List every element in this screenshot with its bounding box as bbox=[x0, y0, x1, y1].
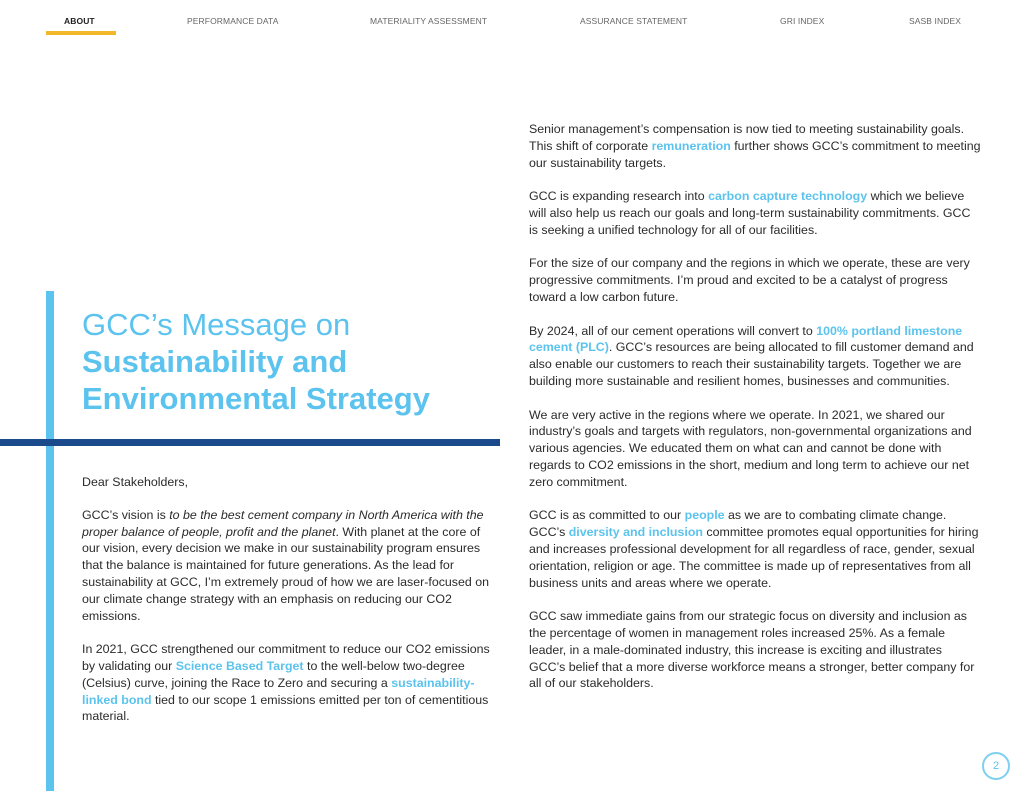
carbon-capture-paragraph: GCC is expanding research into carbon capture technology which we believe will also help us reach our goals and long-term sustainability commitments. GCC is seeking a unified technology for all of our facilities. bbox=[529, 189, 971, 237]
diversity-gains-paragraph: GCC saw immediate gains from our strategic focus on diversity and inclusion as the percentage of women in management roles increased 25%. As a female leader, in a male-dominated industry, this increase is exciting and illustrates GCC’s belief that a more diverse workforce means a stronger, better company for all of our stakeholders. bbox=[529, 609, 975, 691]
active-tab-indicator bbox=[46, 31, 116, 35]
page-title bbox=[82, 306, 430, 417]
people-paragraph: GCC is as committed to our people as we are to combating climate change. GCC’s diversity and inclusion committee promotes equal opportunities for hiring and increases professional development for all regardless of race, gender, sexual orientation, religion or age. The committee is made up of representatives from all business units and areas where we operate. bbox=[529, 508, 979, 590]
horizontal-divider-bar bbox=[0, 439, 500, 446]
title-line-3: Environmental Strategy bbox=[82, 381, 430, 416]
people-link[interactable]: people bbox=[684, 508, 725, 523]
top-navigation bbox=[0, 0, 1024, 36]
sustainability-linked-bond-link[interactable]: sustainability-linked bond bbox=[82, 675, 475, 707]
nav-about[interactable]: ABOUT bbox=[64, 16, 95, 26]
diversity-inclusion-link[interactable]: diversity and inclusion bbox=[568, 525, 703, 540]
left-column bbox=[82, 474, 494, 742]
nav-materiality-assessment[interactable]: MATERIALITY ASSESSMENT bbox=[370, 16, 488, 26]
regions-paragraph: We are very active in the regions where we operate. In 2021, we shared our industry’s goals and targets with regulators, non-governmental organizations and various agencies. We educated them on what can and cannot be done with regards to CO2 emissions in the short, medium and long term to achieve our net zero commitment. bbox=[529, 407, 972, 489]
vision-statement: to be the best cement company in North America with the proper balance of people, profit and the planet bbox=[82, 507, 484, 539]
progressive-commitments-paragraph: For the size of our company and the regions in which we operate, these are very progressive commitments. I’m proud and excited to be a catalyst of progress toward a low carbon future. bbox=[529, 256, 970, 304]
title-line-1: GCC’s Message on bbox=[82, 307, 351, 342]
nav-assurance-statement[interactable]: ASSURANCE STATEMENT bbox=[580, 16, 688, 26]
plc-paragraph: By 2024, all of our cement operations will convert to 100% portland limestone cement (PLC). GCC’s resources are being allocated to fill customer demand and also enable our customers to reach their sustainability targets. Together we are building more sustainable and resilient homes, businesses and communities. bbox=[529, 323, 974, 388]
title-line-2: Sustainability and bbox=[82, 344, 348, 379]
nav-gri-index[interactable]: GRI INDEX bbox=[780, 16, 825, 26]
plc-link[interactable]: 100% portland limestone cement (PLC) bbox=[529, 323, 963, 355]
right-column bbox=[529, 121, 981, 709]
remuneration-link[interactable]: remuneration bbox=[651, 138, 731, 153]
greeting: Dear Stakeholders, bbox=[82, 475, 189, 489]
page-number-badge: 2 bbox=[982, 752, 1010, 780]
compensation-paragraph: Senior management’s compensation is now tied to meeting sustainability goals. This shift of corporate remuneration further shows GCC’s commitment to meeting our sustainability targets. bbox=[529, 122, 981, 170]
vision-paragraph: GCC’s vision is to be the best cement company in North America with the proper balance of people, profit and the planet. With planet at the core of our vision, every decision we make in our sustainability program ensures that the balance is maintained for future generations. As the lead for sustainability at GCC, I’m extremely proud of how we are laser-focused on our climate change strategy with an emphasis on reducing our CO2 emissions. bbox=[82, 507, 490, 623]
vertical-accent-bar bbox=[46, 291, 54, 791]
nav-sasb-index[interactable]: SASB INDEX bbox=[909, 16, 962, 26]
nav-performance-data[interactable]: PERFORMANCE DATA bbox=[187, 16, 279, 26]
science-based-target-link[interactable]: Science Based Target bbox=[175, 658, 304, 673]
carbon-capture-link[interactable]: carbon capture technology bbox=[708, 189, 868, 204]
commitment-paragraph: In 2021, GCC strengthened our commitment to reduce our CO2 emissions by validating our Science Based Target to the well-below two-degree (Celsius) curve, joining the Race to Zero and securing a sustainability-linked bond tied to our scope 1 emissions emitted per ton of cementitious material. bbox=[82, 642, 490, 724]
